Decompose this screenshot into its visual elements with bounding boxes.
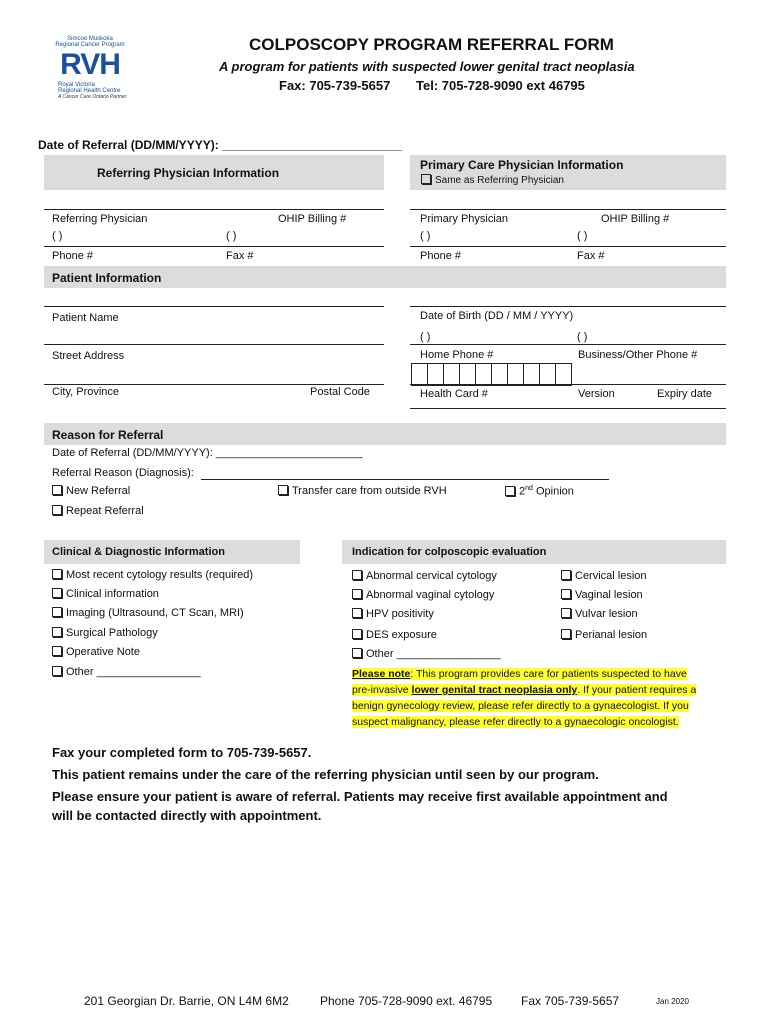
date-of-referral[interactable]: Date of Referral (DD/MM/YYYY): ___________________________	[38, 138, 403, 152]
primary-line-1	[410, 209, 726, 210]
instruction-care: This patient remains under the care of the referring physician until seen by our program.	[52, 767, 599, 782]
indication-vaginal-lesion[interactable]: Vaginal lesion	[561, 589, 643, 601]
checkbox-icon[interactable]	[352, 570, 362, 580]
referring-fax-label[interactable]: Fax #	[226, 250, 254, 262]
transfer-option[interactable]: Transfer care from outside RVH	[278, 485, 447, 497]
referring-paren-1: ( )	[52, 230, 63, 242]
clinical-item-other[interactable]: Other _________________	[52, 666, 201, 678]
referring-heading: Referring Physician Information	[97, 166, 280, 180]
checkbox-icon[interactable]	[52, 646, 62, 656]
postal-code-label[interactable]: Postal Code	[310, 386, 370, 398]
street-address-label[interactable]: Street Address	[52, 350, 125, 362]
primary-physician-label[interactable]: Primary Physician	[420, 213, 509, 225]
indication-vaginal-cytology[interactable]: Abnormal vaginal cytology	[352, 589, 494, 601]
referring-physician-label[interactable]: Referring Physician	[52, 213, 148, 225]
clinical-item-clinical-info[interactable]: Clinical information	[52, 588, 159, 600]
indication-hpv[interactable]: HPV positivity	[352, 608, 434, 620]
logo-line-4: Regional Health Centre	[58, 88, 121, 94]
primary-paren-1: ( )	[420, 230, 431, 242]
primary-paren-2: ( )	[577, 230, 588, 242]
checkbox-icon[interactable]	[52, 666, 62, 676]
instruction-ensure-1: Please ensure your patient is aware of referral. Patients may receive first available appointment and	[52, 789, 668, 804]
patient-line-3	[44, 384, 384, 385]
referring-phone-label[interactable]: Phone #	[52, 250, 93, 262]
primary-ohip-label[interactable]: OHIP Billing #	[601, 213, 670, 225]
patient-line-4	[410, 408, 726, 409]
instruction-fax: Fax your completed form to 705-739-5657.	[52, 745, 312, 760]
checkbox-icon[interactable]	[52, 607, 62, 617]
note-label: Please note	[352, 668, 411, 680]
indication-cervical-lesion[interactable]: Cervical lesion	[561, 570, 647, 582]
expiry-label[interactable]: Expiry date	[657, 388, 713, 400]
header-tel: Tel: 705-728-9090 ext 46795	[416, 78, 585, 93]
checkbox-icon[interactable]	[52, 505, 62, 515]
patient-name-label[interactable]: Patient Name	[52, 312, 119, 324]
indication-des[interactable]: DES exposure	[352, 629, 437, 641]
footer-date: Jan 2020	[656, 997, 689, 1006]
checkbox-icon[interactable]	[278, 485, 288, 495]
reason-heading: Reason for Referral	[52, 428, 164, 442]
referring-line-2	[44, 246, 384, 247]
footer-phone: Phone 705-728-9090 ext. 46795	[320, 994, 493, 1008]
diagnosis-line[interactable]	[201, 479, 609, 480]
instruction-ensure-2: will be contacted directly with appointment.	[52, 808, 322, 823]
form-title: COLPOSCOPY PROGRAM REFERRAL FORM	[249, 35, 614, 54]
indication-heading: Indication for colposcopic evaluation	[352, 546, 547, 558]
patient-line-2	[44, 344, 384, 345]
new-referral-option[interactable]: New Referral	[52, 485, 130, 497]
checkbox-icon[interactable]	[352, 589, 362, 599]
patient-heading: Patient Information	[52, 271, 162, 285]
checkbox-icon[interactable]	[561, 608, 571, 618]
header-fax: Fax: 705-739-5657	[279, 78, 391, 93]
note-text-2: pre-invasive	[352, 684, 412, 696]
primary-heading: Primary Care Physician Information	[420, 158, 624, 172]
patient-paren-1: ( )	[420, 331, 431, 343]
referring-line-1	[44, 209, 384, 210]
health-card-boxes[interactable]	[411, 363, 572, 386]
logo-line-1: Simcoe Muskoka	[67, 36, 113, 42]
clinical-item-operative[interactable]: Operative Note	[52, 646, 140, 658]
diagnosis-label: Referral Reason (Diagnosis):	[52, 467, 194, 479]
indication-vulvar-lesion[interactable]: Vulvar lesion	[561, 608, 638, 620]
patient-line-1	[44, 306, 384, 307]
note-text-4: benign gynecology review, please refer directly to a gynaecologist. If you	[352, 700, 689, 712]
patient-line-2b	[410, 344, 726, 345]
checkbox-icon[interactable]	[352, 608, 362, 618]
checkbox-icon[interactable]	[352, 648, 362, 658]
referring-ohip-label[interactable]: OHIP Billing #	[278, 213, 347, 225]
form-subtitle: A program for patients with suspected lower genital tract neoplasia	[219, 59, 635, 74]
checkbox-icon[interactable]	[52, 569, 62, 579]
indication-cervical-cytology[interactable]: Abnormal cervical cytology	[352, 570, 497, 582]
checkbox-icon[interactable]	[421, 174, 431, 184]
note-text-1: : This program provides care for patients suspected to have	[410, 668, 687, 680]
checkbox-icon[interactable]	[561, 570, 571, 580]
dob-label[interactable]: Date of Birth (DD / MM / YYYY)	[420, 310, 574, 322]
clinical-heading: Clinical & Diagnostic Information	[52, 546, 225, 558]
repeat-referral-option[interactable]: Repeat Referral	[52, 505, 144, 517]
indication-other[interactable]: Other _________________	[352, 648, 501, 660]
footer-address: 201 Georgian Dr. Barrie, ON L4M 6M2	[84, 994, 289, 1008]
home-phone-label[interactable]: Home Phone #	[420, 349, 494, 361]
version-label[interactable]: Version	[578, 388, 615, 400]
primary-fax-label[interactable]: Fax #	[577, 250, 605, 262]
primary-line-2	[410, 246, 726, 247]
indication-perianal-lesion[interactable]: Perianal lesion	[561, 629, 647, 641]
reason-date[interactable]: Date of Referral (DD/MM/YYYY): ________________________	[52, 447, 363, 459]
logo-line-2: Regional Cancer Program	[55, 42, 125, 48]
checkbox-icon[interactable]	[561, 629, 571, 639]
logo-mark: RVH	[60, 48, 120, 81]
clinical-item-imaging[interactable]: Imaging (Ultrasound, CT Scan, MRI)	[52, 607, 244, 619]
rvh-logo	[40, 36, 140, 126]
checkbox-icon[interactable]	[505, 486, 515, 496]
business-phone-label[interactable]: Business/Other Phone #	[578, 349, 698, 361]
clinical-item-cytology[interactable]: Most recent cytology results (required)	[52, 569, 253, 581]
same-as-checkbox[interactable]	[421, 174, 564, 186]
primary-phone-label[interactable]: Phone #	[420, 250, 461, 262]
referring-paren-2: ( )	[226, 230, 237, 242]
city-province-label[interactable]: City, Province	[52, 386, 120, 398]
logo-line-3: Royal Victoria	[58, 82, 95, 88]
patient-paren-2: ( )	[577, 331, 588, 343]
health-card-label[interactable]: Health Card #	[420, 388, 488, 400]
patient-line-3b	[410, 384, 726, 385]
note-text-3: . If your patient requires a	[577, 684, 697, 696]
note-text-5: suspect malignancy, please refer directly to a gynaecologic oncologist.	[352, 716, 679, 728]
note-emphasis: lower genital tract neoplasia only	[411, 684, 578, 696]
please-note	[352, 666, 696, 730]
patient-line-1b	[410, 306, 726, 307]
same-as-label: Same as Referring Physician	[435, 175, 564, 186]
second-opinion-option[interactable]: 2nd Opinion	[505, 485, 574, 498]
checkbox-icon[interactable]	[52, 627, 62, 637]
checkbox-icon[interactable]	[52, 485, 62, 495]
logo-line-5: A Cancer Care Ontario Partner	[58, 94, 127, 100]
checkbox-icon[interactable]	[352, 629, 362, 639]
clinical-item-pathology[interactable]: Surgical Pathology	[52, 627, 158, 639]
checkbox-icon[interactable]	[52, 588, 62, 598]
footer-fax: Fax 705-739-5657	[521, 994, 620, 1008]
checkbox-icon[interactable]	[561, 589, 571, 599]
